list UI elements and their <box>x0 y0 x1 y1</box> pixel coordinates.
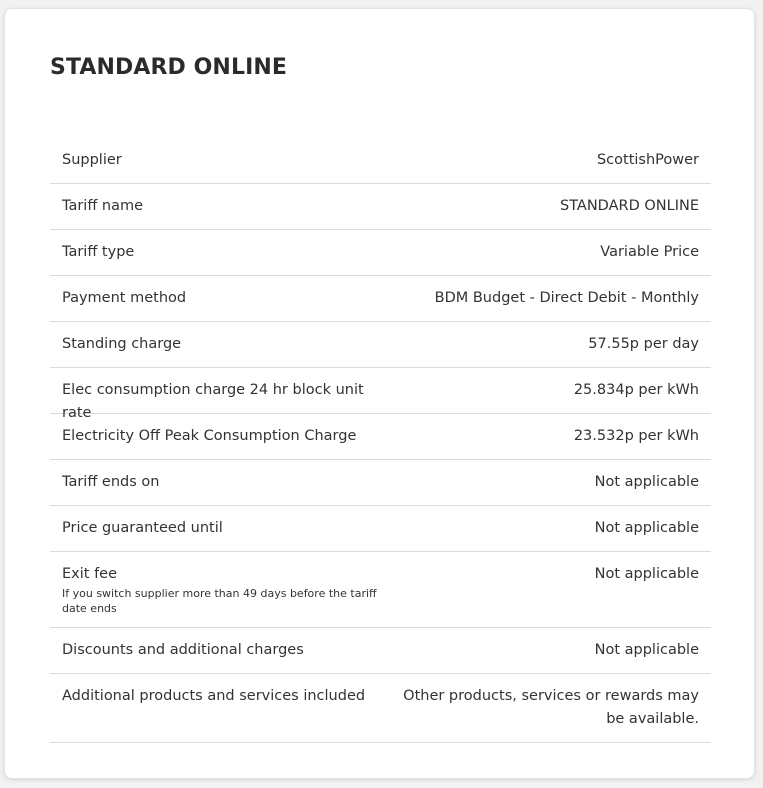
table-row-payment-method <box>50 276 711 322</box>
row-value: Not applicable <box>594 520 699 536</box>
row-label: Electricity Off Peak Consumption Charge <box>62 428 357 444</box>
row-value: ScottishPower <box>596 152 699 168</box>
row-label: Tariff type <box>62 244 135 260</box>
tariff-card <box>5 9 754 778</box>
table-row-supplier <box>50 138 711 184</box>
table-row-standing-charge <box>50 322 711 368</box>
row-label: Tariff name <box>62 198 144 214</box>
card-title: STANDARD ONLINE <box>50 55 287 80</box>
row-label: Additional products and services included <box>62 688 366 704</box>
table-row-discounts <box>50 628 711 674</box>
row-value: Not applicable <box>594 566 699 582</box>
row-label: Discounts and additional charges <box>62 642 304 658</box>
row-value: 57.55p per day <box>588 336 699 352</box>
row-label: Supplier <box>62 152 122 168</box>
row-value: BDM Budget - Direct Debit - Monthly <box>434 290 699 306</box>
row-label: Payment method <box>62 290 187 306</box>
tariff-details-table <box>50 138 711 743</box>
row-value: Not applicable <box>594 642 699 658</box>
table-row-tariff-type <box>50 230 711 276</box>
table-row-price-guaranteed <box>50 506 711 552</box>
table-row-unit-rate-24hr <box>50 368 711 421</box>
table-row-tariff-ends-on <box>50 460 711 506</box>
table-row-additional-products <box>50 674 711 743</box>
row-label-with-note <box>62 552 382 627</box>
row-value: STANDARD ONLINE <box>559 198 699 214</box>
row-label: Exit fee <box>62 566 118 582</box>
row-value: Variable Price <box>600 244 699 260</box>
row-value: 25.834p per kWh <box>573 382 699 398</box>
row-label: Standing charge <box>62 336 182 352</box>
row-label: Tariff ends on <box>62 474 160 490</box>
table-row-exit-fee <box>50 552 711 628</box>
table-row-tariff-name <box>50 184 711 230</box>
row-value: Other products, services or rewards may be available. <box>403 688 699 727</box>
row-label: Price guaranteed until <box>62 520 223 536</box>
exit-fee-note: If you switch supplier more than 49 days before the tariff date ends <box>62 587 377 615</box>
row-label: Elec consumption charge 24 hr block unit rate <box>62 382 364 421</box>
table-row-off-peak-charge <box>50 414 711 460</box>
row-value: 23.532p per kWh <box>573 428 699 444</box>
row-value: Not applicable <box>594 474 699 490</box>
